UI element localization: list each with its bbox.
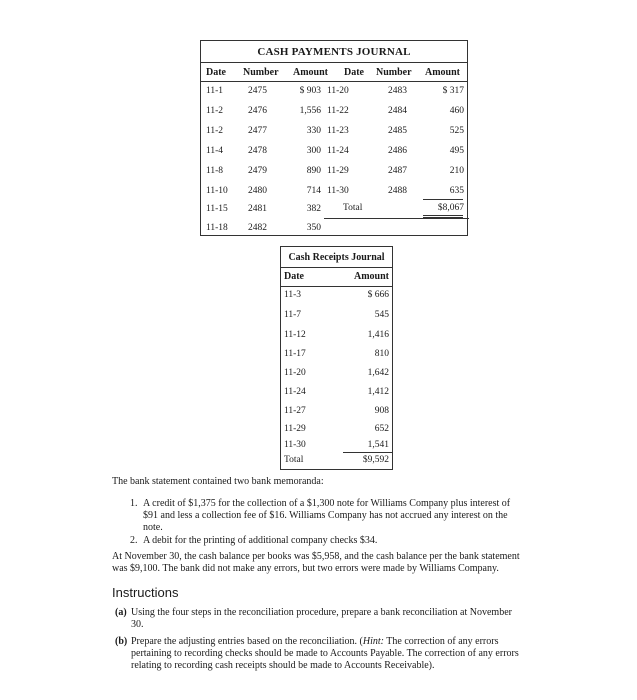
table-cell-date: 11-4: [206, 146, 224, 156]
memo-2-line-1: A debit for the printing of additional company checks $34.: [143, 535, 378, 546]
balance-line-1: At November 30, the cash balance per books was $5,958, and the cash balance per the bank statement: [112, 551, 520, 562]
table-cell-date: 11-3: [284, 290, 302, 300]
table-cell-number: 2483: [388, 86, 407, 96]
table-cell-date: 11-8: [206, 166, 224, 176]
header-amount: Amount: [353, 271, 389, 282]
table-cell-number: 2475: [248, 86, 267, 96]
table-cell-amount: 810: [374, 349, 389, 359]
table-cell-number: 2477: [248, 126, 267, 136]
table-cell-number: 2486: [388, 146, 407, 156]
total-label: Total: [343, 203, 363, 213]
table-cell-date: 11-24: [327, 146, 349, 156]
underline: [343, 452, 393, 453]
table-cell-amount: 350: [306, 223, 321, 233]
total-amount: $9,592: [362, 455, 389, 465]
table-cell-amount: 1,642: [367, 368, 389, 378]
table-cell-number: 2478: [248, 146, 267, 156]
header-number: Number: [376, 67, 412, 78]
divider: [201, 62, 467, 63]
table-cell-date: 11-20: [284, 368, 306, 378]
divider: [281, 286, 392, 287]
table-cell-amount: 460: [449, 106, 464, 116]
table-cell-date: 11-18: [206, 223, 228, 233]
table-cell-date: 11-29: [327, 166, 349, 176]
item-a-line-1: Using the four steps in the reconciliation procedure, prepare a bank reconciliation at November: [131, 607, 512, 618]
table-cell-amount: 382: [306, 204, 321, 214]
table-cell-amount: $ 666: [367, 290, 389, 300]
table-cell-number: 2482: [248, 223, 267, 233]
item-label: (b): [115, 636, 128, 647]
table-cell-amount: $ 317: [442, 86, 464, 96]
memo-1-line-3: note.: [143, 522, 163, 533]
memo-1-line-2: $91 and less a collection fee of $16. Williams Company has not accrued any interest on the: [143, 510, 508, 521]
table-cell-amount: 908: [374, 406, 389, 416]
hint-label: Hint:: [362, 636, 384, 647]
table-cell-date: 11-2: [206, 126, 224, 136]
table-cell-amount: 525: [449, 126, 464, 136]
table-cell-date: 11-30: [284, 440, 306, 450]
cash-receipts-journal: [280, 246, 393, 470]
table-cell-amount: 890: [306, 166, 321, 176]
table-cell-amount: 635: [449, 186, 464, 196]
divider: [324, 218, 469, 219]
table-cell-number: 2487: [388, 166, 407, 176]
table-cell-amount: 652: [374, 424, 389, 434]
table-cell-date: 11-23: [327, 126, 349, 136]
table-cell-amount: 1,416: [367, 330, 389, 340]
table-cell-date: 11-15: [206, 204, 228, 214]
table-cell-number: 2479: [248, 166, 267, 176]
table-cell-date: 11-7: [284, 310, 302, 320]
table-cell-date: 11-17: [284, 349, 306, 359]
intro-text: The bank statement contained two bank memoranda:: [112, 476, 324, 487]
table-cell-date: 11-29: [284, 424, 306, 434]
table-cell-amount: 300: [306, 146, 321, 156]
item-b-line-1: [131, 636, 498, 648]
total-label: Total: [284, 455, 304, 465]
table-cell-number: 2481: [248, 204, 267, 214]
memo-1-line-1: A credit of $1,375 for the collection of a $1,300 note for Williams Company plus interest of: [143, 498, 511, 509]
header-date: Date: [344, 67, 364, 78]
item-a-line-2: 30.: [131, 619, 144, 630]
table-cell-amount: 1,541: [367, 440, 389, 450]
table-cell-date: 11-12: [284, 330, 306, 340]
balance-line-2: was $9,100. The bank did not make any errors, but two errors were made by Williams Company.: [112, 563, 499, 574]
table-cell-date: 11-2: [206, 106, 224, 116]
table-cell-amount: 1,556: [299, 106, 321, 116]
item-b-line-1-end: The correction of any errors: [383, 636, 499, 647]
cash-payments-journal: [200, 40, 468, 236]
item-b-line-2: pertaining to recording checks should be made to Accounts Payable. The correction of any errors: [131, 648, 519, 659]
table-cell-date: 11-10: [206, 186, 228, 196]
table-cell-number: 2480: [248, 186, 267, 196]
header-amount: Amount: [293, 67, 329, 78]
table-cell-amount: $ 903: [299, 86, 321, 96]
table-cell-date: 11-20: [327, 86, 349, 96]
table-cell-number: 2484: [388, 106, 407, 116]
table-cell-date: 11-27: [284, 406, 306, 416]
table-cell-amount: 714: [306, 186, 321, 196]
header-number: Number: [243, 67, 279, 78]
item-label: (a): [115, 607, 127, 618]
divider: [281, 267, 392, 268]
table-cell-date: 11-30: [327, 186, 349, 196]
table-cell-date: 11-22: [327, 106, 349, 116]
instructions-heading: Instructions: [112, 585, 179, 600]
table-cell-date: 11-24: [284, 387, 306, 397]
table-cell-number: 2485: [388, 126, 407, 136]
table-cell-date: 11-1: [206, 86, 224, 96]
table-cell-amount: 495: [449, 146, 464, 156]
table-cell-amount: 210: [449, 166, 464, 176]
payments-journal-title: CASH PAYMENTS JOURNAL: [257, 46, 411, 58]
receipts-journal-title: Cash Receipts Journal: [288, 252, 385, 263]
table-cell-amount: 330: [306, 126, 321, 136]
item-b-line-3: relating to recording cash receipts should be made to Accounts Receivable).: [131, 660, 435, 671]
table-cell-amount: 1,412: [367, 387, 389, 397]
divider: [201, 81, 467, 82]
header-date: Date: [284, 271, 304, 282]
header-date: Date: [206, 67, 226, 78]
item-b-line-1-start: Prepare the adjusting entries based on the reconciliation. (: [131, 636, 363, 647]
header-amount: Amount: [425, 67, 461, 78]
table-cell-amount: 545: [374, 310, 389, 320]
table-cell-number: 2476: [248, 106, 267, 116]
memo-number: 2.: [130, 535, 138, 546]
underline: [423, 199, 463, 200]
table-cell-number: 2488: [388, 186, 407, 196]
memo-number: 1.: [130, 498, 138, 509]
total-amount: $8,067: [437, 203, 464, 213]
